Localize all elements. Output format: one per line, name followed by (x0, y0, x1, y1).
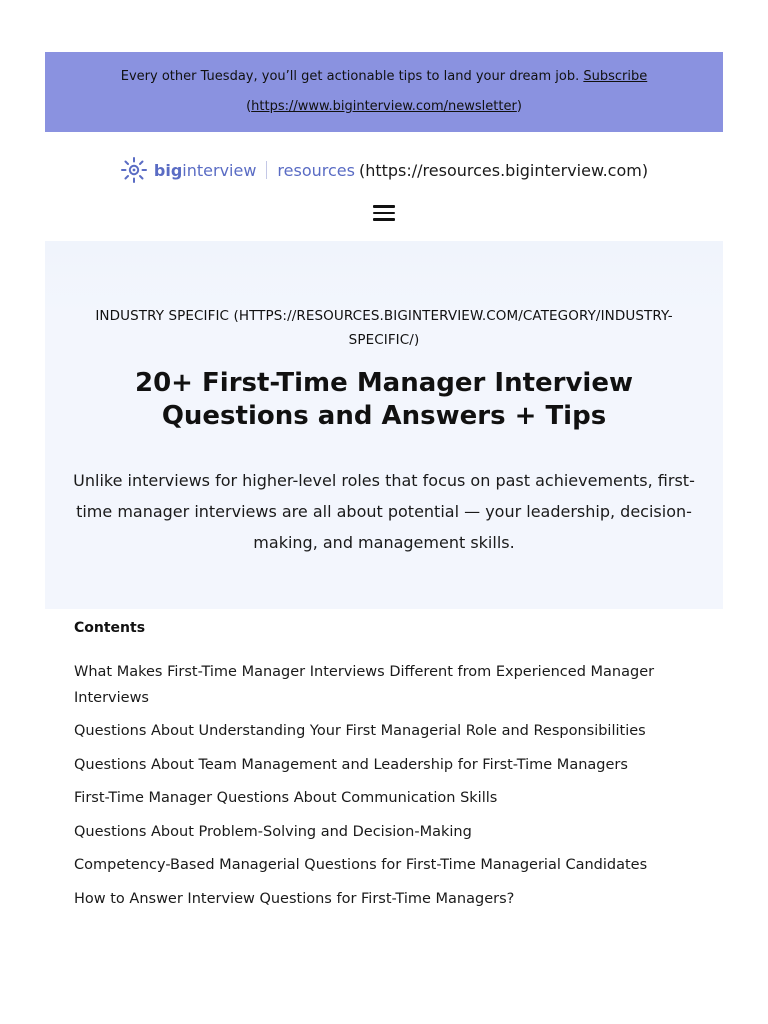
toc-item-team[interactable]: Questions About Team Management and Leadership for First-Time Managers (74, 757, 628, 773)
page-title: 20+ First-Time Manager Interview Questions and Answers + Tips (135, 368, 633, 431)
toc-item-different[interactable]: What Makes First-Time Manager Interviews Different from Experienced Manager Interviews (74, 664, 655, 706)
newsletter-url-link[interactable]: https://www.biginterview.com/newsletter (251, 99, 517, 114)
toc-item-communication[interactable]: First-Time Manager Questions About Communication Skills (74, 790, 498, 806)
sun-logo-icon (120, 156, 148, 184)
logo-word-big: big (153, 160, 183, 180)
contents-heading: Contents (74, 620, 146, 636)
logo-divider (266, 161, 267, 179)
category-link[interactable]: INDUSTRY SPECIFIC (HTTPS://RESOURCES.BIGINTERVIEW.COM/CATEGORY/INDUSTRY-SPECIFIC/) (95, 308, 673, 348)
toc-item-problem-solving[interactable]: Questions About Problem-Solving and Decision-Making (74, 824, 472, 840)
toc-item-role[interactable]: Questions About Understanding Your First Managerial Role and Responsibilities (74, 723, 646, 739)
logo-word-interview: interview (182, 160, 257, 180)
toc-item-competency[interactable]: Competency-Based Managerial Questions for First-Time Managerial Candidates (74, 857, 648, 873)
logo-word-resources: resources (277, 160, 355, 180)
site-url-text[interactable]: (https://resources.biginterview.com) (358, 160, 649, 180)
article-hero (45, 241, 723, 609)
site-header (0, 152, 768, 188)
site-logo[interactable] (120, 156, 355, 184)
banner-text: Every other Tuesday, you’ll get actionable tips to land your dream job. (120, 69, 580, 84)
article-lede: Unlike interviews for higher-level roles that focus on past achievements, first-time manager interviews are all about potential — your leadership, decision-making, and management skills. (73, 471, 695, 552)
subscribe-link[interactable]: Subscribe (583, 69, 648, 84)
toc-item-how-to-answer[interactable]: How to Answer Interview Questions for First-Time Managers? (74, 891, 515, 907)
hamburger-menu-icon[interactable] (373, 205, 395, 221)
newsletter-banner: Every other Tuesday, you’ll get actionable tips to land your dream job. Subscribe (https://www.biginterview.com/newsletter) (45, 52, 723, 132)
